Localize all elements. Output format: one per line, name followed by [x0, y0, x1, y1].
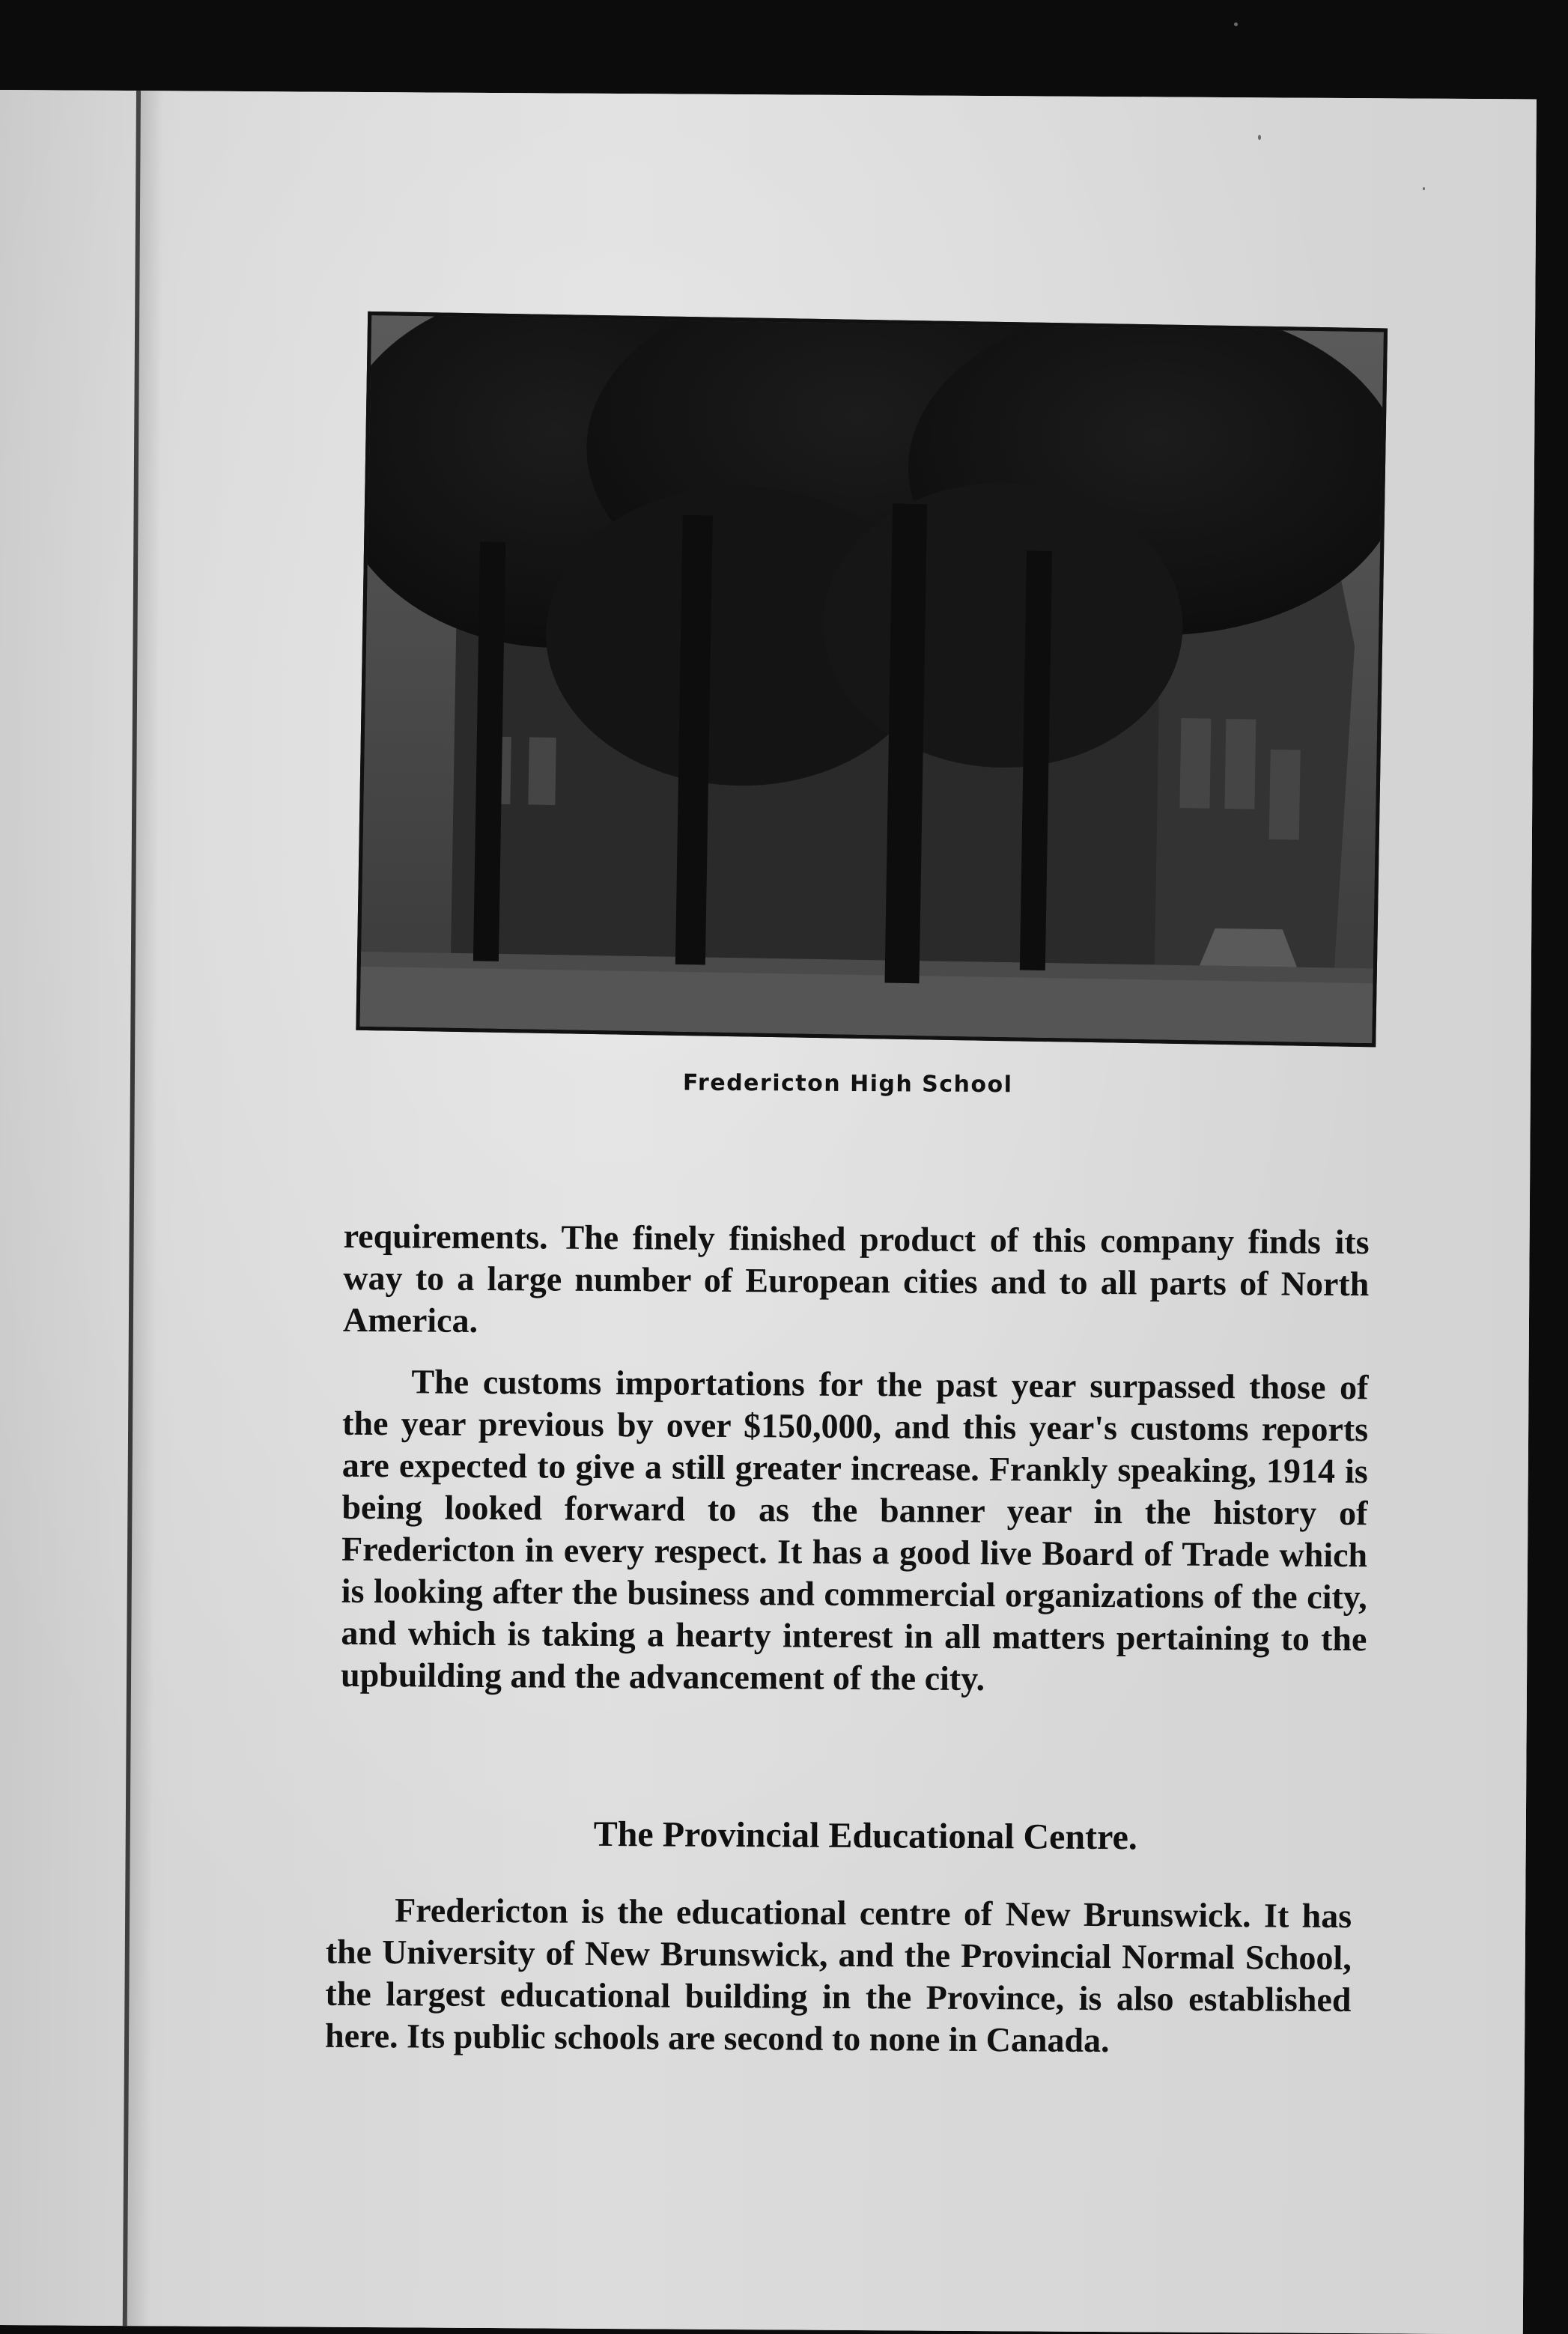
paragraph: requirements. The finely finished product of this company finds its way to a large number of European cities and to all parts of North America.	[342, 1216, 1370, 1340]
paragraph: The customs importations for the past year surpassed those of the year previous by over $150,000, and this year's customs reports are expected to give a still greater increase. Frankly speaking, 1914 is being looked forward to as the banner year in the history of Fredericton in every respect. It has a good live Board of Trade which is looking after the business and commercial organizations of the city, and which is taking a hearty interest in all matters pertaining to the upbuilding and the advancement of the city.	[340, 1362, 1369, 1698]
body-text-top	[341, 1215, 1370, 1721]
book-page	[0, 90, 1537, 2334]
paragraph: Fredericton is the educational centre of New Brunswick. It has the University of New Brunswick, and the Provincial Normal School, the largest educational building in the Province, is also established here. Its public schools are second to none in Canada.	[324, 1891, 1352, 2060]
school-photograph-image	[359, 315, 1384, 1043]
photo-caption: Fredericton High School	[682, 1069, 1013, 1098]
body-text-section	[325, 1889, 1352, 2082]
section-heading: The Provincial Educational Centre.	[593, 1814, 1138, 1858]
school-photograph	[356, 311, 1388, 1047]
